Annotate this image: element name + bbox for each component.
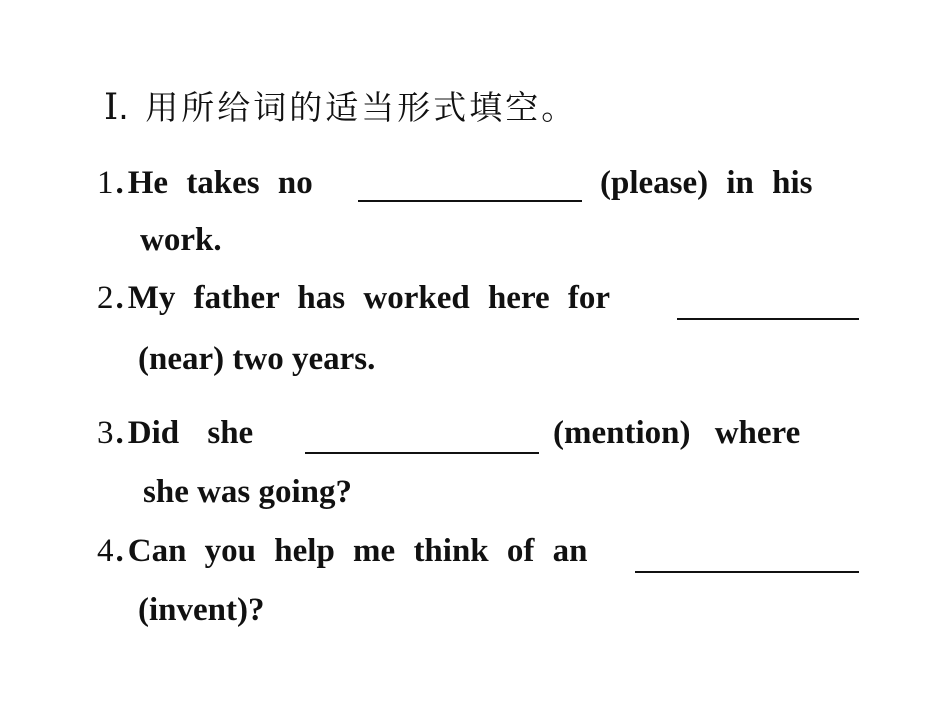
number-dot: .	[115, 415, 124, 451]
question-2-line-1	[97, 278, 610, 318]
question-text: Can you help me think of an	[127, 533, 588, 569]
question-text: He takes no	[127, 165, 313, 201]
question-3-line-1	[97, 413, 253, 453]
question-text: Did she	[127, 415, 254, 451]
question-number: 1	[97, 165, 114, 201]
number-dot: .	[115, 280, 124, 316]
answer-blank-3[interactable]	[305, 452, 539, 454]
section-instruction: . 用所给词的适当形式填空。	[118, 88, 578, 127]
answer-blank-1[interactable]	[358, 200, 582, 202]
section-heading	[104, 82, 577, 129]
answer-blank-2[interactable]	[677, 318, 859, 320]
question-1-line-1	[97, 163, 313, 203]
question-3-line-2: she was going?	[143, 474, 353, 510]
question-number: 2	[97, 280, 114, 316]
question-number: 3	[97, 415, 114, 451]
question-number: 4	[97, 533, 114, 569]
question-4-line-2: (invent)?	[138, 592, 265, 628]
section-roman-numeral: Ⅰ	[104, 87, 119, 127]
question-2-line-2: (near) two years.	[138, 341, 376, 377]
answer-blank-4[interactable]	[635, 571, 859, 573]
question-4-line-1	[97, 531, 588, 571]
question-1-line-2: work.	[140, 222, 222, 258]
number-dot: .	[115, 533, 124, 569]
question-3-hint: (mention) where	[553, 415, 801, 451]
number-dot: .	[115, 165, 124, 201]
question-1-hint: (please) in his	[600, 165, 813, 201]
question-text: My father has worked here for	[127, 280, 611, 316]
